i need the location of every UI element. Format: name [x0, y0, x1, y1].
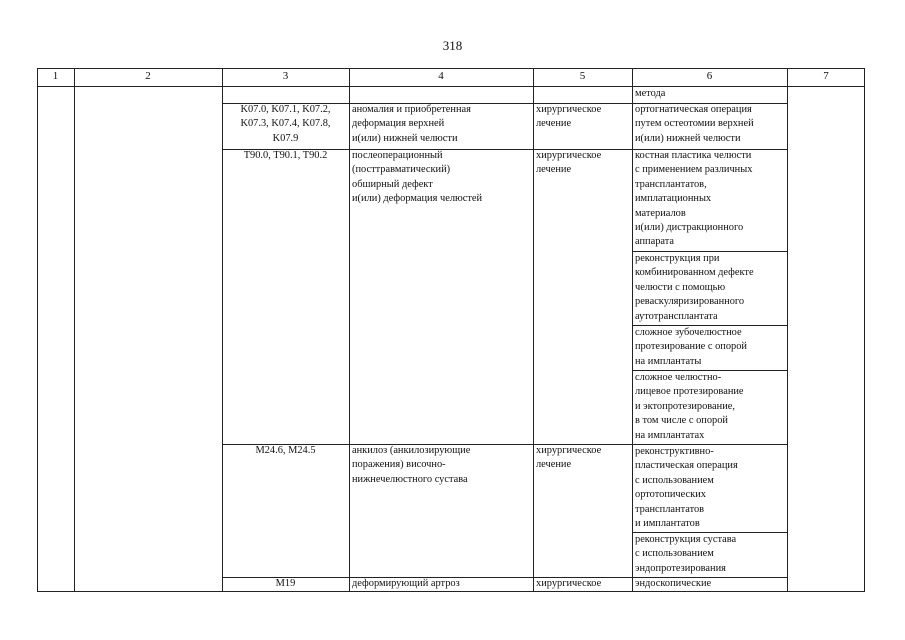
treatment-method: эндоскопические	[635, 578, 712, 589]
header-col-7: 7	[823, 70, 829, 82]
diagnosis-codes: T90.0, T90.1, T90.2	[243, 150, 328, 161]
patient-model: анкилоз (анкилозирующие поражения) височно- нижнечелюстного сустава	[352, 445, 471, 485]
col-divider	[787, 68, 788, 592]
header-col-6: 6	[706, 70, 713, 82]
treatment-method: сложное зубочелюстное протезирование с опорой на имплантаты	[635, 327, 747, 367]
patient-model: деформирующий артроз	[352, 578, 460, 589]
header-divider	[37, 86, 865, 87]
page-number: 318	[442, 38, 463, 53]
header-col-1: 1	[52, 70, 59, 82]
treatment-type: хирургическое	[536, 578, 602, 589]
header-col-3: 3	[282, 70, 289, 82]
treatment-type: хирургическое лечение	[536, 150, 602, 176]
diagnosis-codes: M19	[275, 578, 296, 589]
treatment-method: сложное челюстно- лицевое протезирование и эктопротезирование, в том числе с опорой на имплантатах	[635, 372, 744, 441]
treatment-method: реконструкция сустава с использованием эндопротезирования	[635, 534, 737, 574]
header-col-2: 2	[145, 70, 151, 82]
treatment-method: ортогнатическая операция путем остеотомии верхней и(или) нижней челюсти	[635, 104, 754, 144]
header-col-5: 5	[579, 70, 586, 82]
treatment-type: хирургическое лечение	[536, 104, 602, 130]
patient-model: аномалия и приобретенная деформация верхней и(или) нижней челюсти	[352, 104, 471, 144]
treatment-method: реконструкция при комбинированном дефекте челюсти с помощью реваскуляризированного аутотрансплантата	[635, 253, 754, 322]
treatment-method: реконструктивно- пластическая операция с использованием ортотопических трансплантатов и имплантатов	[635, 446, 738, 530]
diagnosis-codes: M24.6, M24.5	[255, 445, 316, 456]
col-divider	[632, 68, 633, 592]
treatment-method: костная пластика челюсти с применением различных трансплантатов, имплатационных материалов и(или) дистракционного аппарата	[635, 150, 753, 248]
treatment-type: хирургическое лечение	[536, 445, 602, 471]
diagnosis-codes: K07.0, K07.1, K07.2, K07.3, K07.4, K07.8, K07.9	[240, 104, 331, 144]
method-continuation: метода	[635, 88, 666, 99]
col-divider	[533, 68, 534, 592]
col-divider	[74, 68, 75, 592]
header-col-4: 4	[438, 70, 444, 82]
patient-model: послеоперационный (посттравматический) обширный дефект и(или) деформация челюстей	[352, 150, 483, 205]
col-divider	[222, 68, 223, 592]
col-divider	[349, 68, 350, 592]
